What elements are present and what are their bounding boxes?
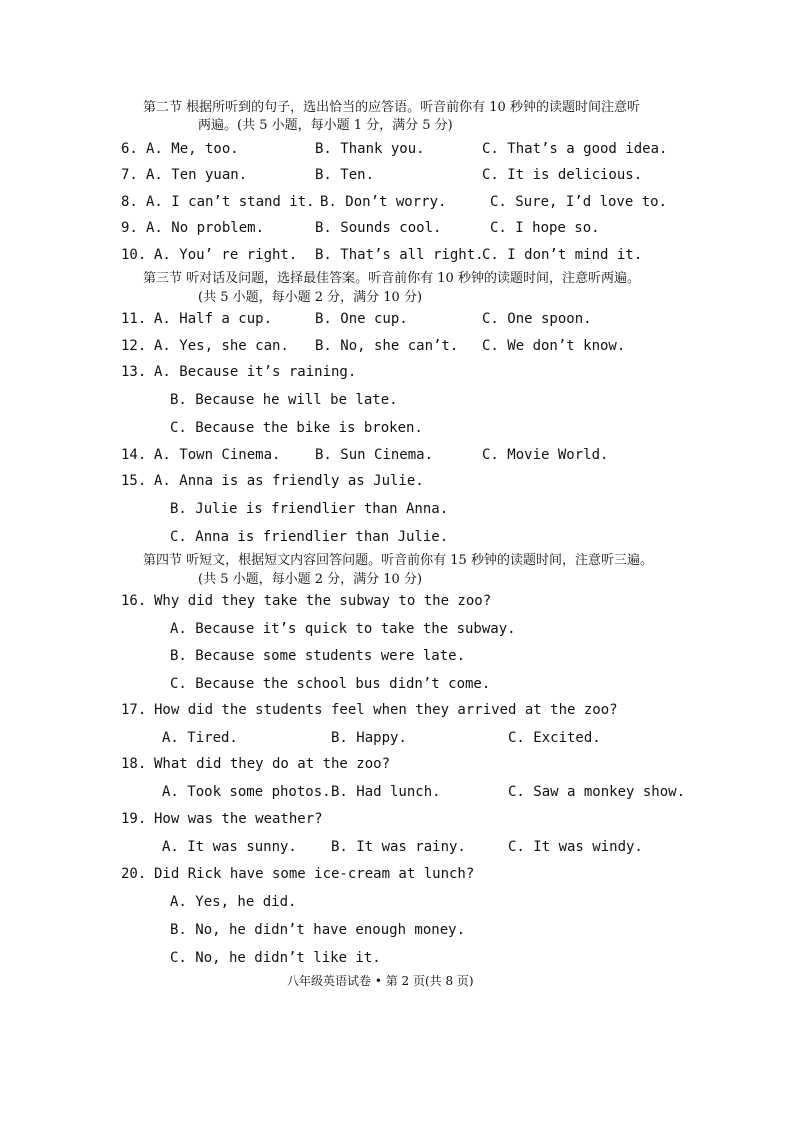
section-3-instruction: 第三节 听对话及问题，选择最佳答案。听音前你有 10 秒钟的读题时间，注意听两遍。 bbox=[143, 271, 640, 286]
question-stem: How was the weather? bbox=[154, 811, 323, 827]
option-b: B. Because he will be late. bbox=[170, 392, 398, 408]
question-number: 6. bbox=[121, 141, 138, 157]
question-number: 9. bbox=[121, 220, 138, 236]
section-2-instruction: 第二节 根据所听到的句子，选出恰当的应答语。听音前你有 10 秒钟的读题时间注意听 bbox=[143, 100, 640, 115]
option-b: B. Happy. bbox=[331, 730, 407, 746]
option-a: A. It was sunny. bbox=[162, 839, 297, 855]
option-c: C. Excited. bbox=[508, 730, 601, 746]
question-number: 19. bbox=[121, 811, 147, 827]
section-2-instruction-cont: 两遍。(共 5 小题，每小题 1 分，满分 5 分) bbox=[198, 118, 453, 133]
question-number: 13. bbox=[121, 364, 147, 380]
question-stem: What did they do at the zoo? bbox=[154, 756, 391, 772]
option-b: B. Thank you. bbox=[315, 141, 425, 157]
option-c: C. Saw a monkey show. bbox=[508, 784, 686, 800]
option-c: C. It is delicious. bbox=[482, 167, 643, 183]
option-b: B. Ten. bbox=[315, 167, 375, 183]
option-b: B. No, she can’t. bbox=[315, 338, 459, 354]
option-c: C. Because the bike is broken. bbox=[170, 420, 423, 436]
option-a: A. Tired. bbox=[162, 730, 238, 746]
option-b: B. One cup. bbox=[315, 311, 408, 327]
question-number: 15. bbox=[121, 473, 147, 489]
section-3-instruction-cont: (共 5 小题，每小题 2 分，满分 10 分) bbox=[198, 290, 423, 305]
page-footer: 八年级英语试卷 • 第 2 页(共 8 页) bbox=[287, 974, 474, 988]
option-b: B. It was rainy. bbox=[331, 839, 466, 855]
question-number: 20. bbox=[121, 866, 147, 882]
option-b: B. Sounds cool. bbox=[315, 220, 442, 236]
question-number: 14. bbox=[121, 447, 147, 463]
option-b: B. Don’t worry. bbox=[320, 194, 447, 210]
option-a: A. Yes, she can. bbox=[154, 338, 289, 354]
option-c: C. It was windy. bbox=[508, 839, 643, 855]
question-number: 17. bbox=[121, 702, 147, 718]
option-a: A. Took some photos. bbox=[162, 784, 331, 800]
question-number: 8. bbox=[121, 194, 138, 210]
option-a: A. I can’t stand it. bbox=[146, 194, 315, 210]
option-c: C. I hope so. bbox=[490, 220, 600, 236]
option-b: B. That’s all right. bbox=[315, 247, 484, 263]
option-a: A. Because it’s quick to take the subway. bbox=[170, 621, 516, 637]
option-c: C. One spoon. bbox=[482, 311, 592, 327]
option-b: B. Sun Cinema. bbox=[315, 447, 434, 463]
option-b: B. Had lunch. bbox=[331, 784, 441, 800]
option-a: A. You’ re right. bbox=[154, 247, 298, 263]
option-a: A. Me, too. bbox=[146, 141, 239, 157]
option-a: A. Yes, he did. bbox=[170, 894, 297, 910]
question-stem: Why did they take the subway to the zoo? bbox=[154, 593, 492, 609]
question-number: 7. bbox=[121, 167, 138, 183]
question-number: 10. bbox=[121, 247, 147, 263]
option-c: C. Sure, I’d love to. bbox=[490, 194, 668, 210]
option-a: A. Ten yuan. bbox=[146, 167, 248, 183]
option-c: C. Anna is friendlier than Julie. bbox=[170, 529, 449, 545]
question-number: 16. bbox=[121, 593, 147, 609]
option-a: A. Half a cup. bbox=[154, 311, 273, 327]
option-a: A. No problem. bbox=[146, 220, 265, 236]
question-number: 11. bbox=[121, 311, 147, 327]
option-a: A. Because it’s raining. bbox=[154, 364, 357, 380]
option-a: A. Town Cinema. bbox=[154, 447, 281, 463]
section-4-instruction-cont: (共 5 小题，每小题 2 分，满分 10 分) bbox=[198, 572, 423, 587]
option-c: C. No, he didn’t like it. bbox=[170, 950, 381, 966]
question-number: 12. bbox=[121, 338, 147, 354]
option-b: B. No, he didn’t have enough money. bbox=[170, 922, 466, 938]
question-stem: How did the students feel when they arrived at the zoo? bbox=[154, 702, 618, 718]
question-stem: Did Rick have some ice-cream at lunch? bbox=[154, 866, 475, 882]
option-b: B. Because some students were late. bbox=[170, 648, 466, 664]
option-c: C. Because the school bus didn’t come. bbox=[170, 676, 491, 692]
option-c: C. That’s a good idea. bbox=[482, 141, 668, 157]
option-b: B. Julie is friendlier than Anna. bbox=[170, 501, 449, 517]
option-c: C. Movie World. bbox=[482, 447, 609, 463]
option-c: C. I don’t mind it. bbox=[482, 247, 643, 263]
option-a: A. Anna is as friendly as Julie. bbox=[154, 473, 424, 489]
option-c: C. We don’t know. bbox=[482, 338, 626, 354]
section-4-instruction: 第四节 听短文，根据短文内容回答问题。听音前你有 15 秒钟的读题时间，注意听三遍。 bbox=[143, 553, 653, 568]
question-number: 18. bbox=[121, 756, 147, 772]
